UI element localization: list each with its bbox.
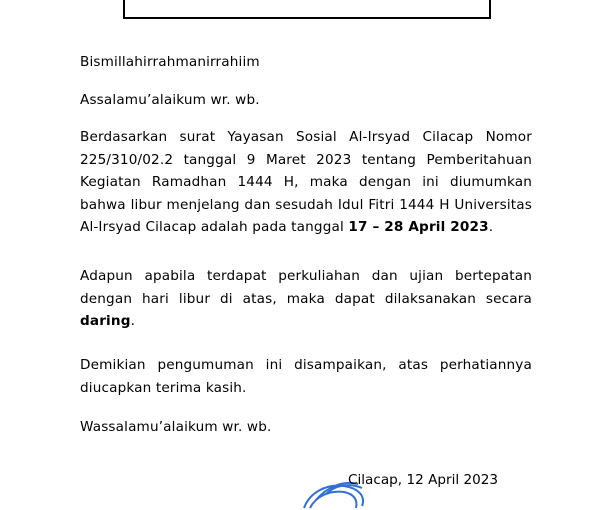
- bismillah-greeting: Bismillahirrahmanirrahiim: [80, 54, 260, 70]
- paragraph-line: [80, 216, 532, 239]
- paragraph-line: Adapun apabila terdapat perkuliahan dan ujian bertepatan: [80, 268, 532, 284]
- paragraph-line: Berdasarkan surat Yayasan Sosial Al-Irsyad Cilacap Nomor: [80, 129, 532, 145]
- paragraph-line: diucapkan terima kasih.: [80, 379, 247, 396]
- paragraph-closing: [80, 354, 532, 399]
- wassalam-closing: Wassalamu’alaikum wr. wb.: [80, 419, 272, 435]
- paragraph-line: [80, 310, 532, 333]
- paragraph-line: bahwa libur menjelang dan sesudah Idul Fitri 1444 H Universitas: [80, 196, 532, 213]
- paragraph-line: Kegiatan Ramadhan 1444 H, maka dengan ini diumumkan: [80, 174, 532, 190]
- text-segment: .: [488, 219, 494, 235]
- paragraph-online-classes: [80, 265, 532, 333]
- online-mode: daring: [80, 313, 131, 329]
- paragraph-line: dengan hari libur di atas, maka dapat dilaksanakan secara: [80, 290, 532, 307]
- text-segment: Al-Irsyad Cilacap adalah pada tanggal: [80, 219, 349, 235]
- title-box: [123, 0, 491, 19]
- text-segment: .: [130, 313, 136, 329]
- paragraph-announcement: [80, 126, 532, 239]
- paragraph-line: 225/310/02.2 tanggal 9 Maret 2023 tentang Pemberitahuan: [80, 151, 532, 168]
- paragraph-line: Demikian pengumuman ini disampaikan, atas perhatiannya: [80, 357, 532, 373]
- salam-greeting: Assalamu’alaikum wr. wb.: [80, 92, 260, 108]
- holiday-dates: 17 – 28 April 2023: [348, 219, 489, 235]
- signature-place-date: Cilacap, 12 April 2023: [348, 472, 499, 488]
